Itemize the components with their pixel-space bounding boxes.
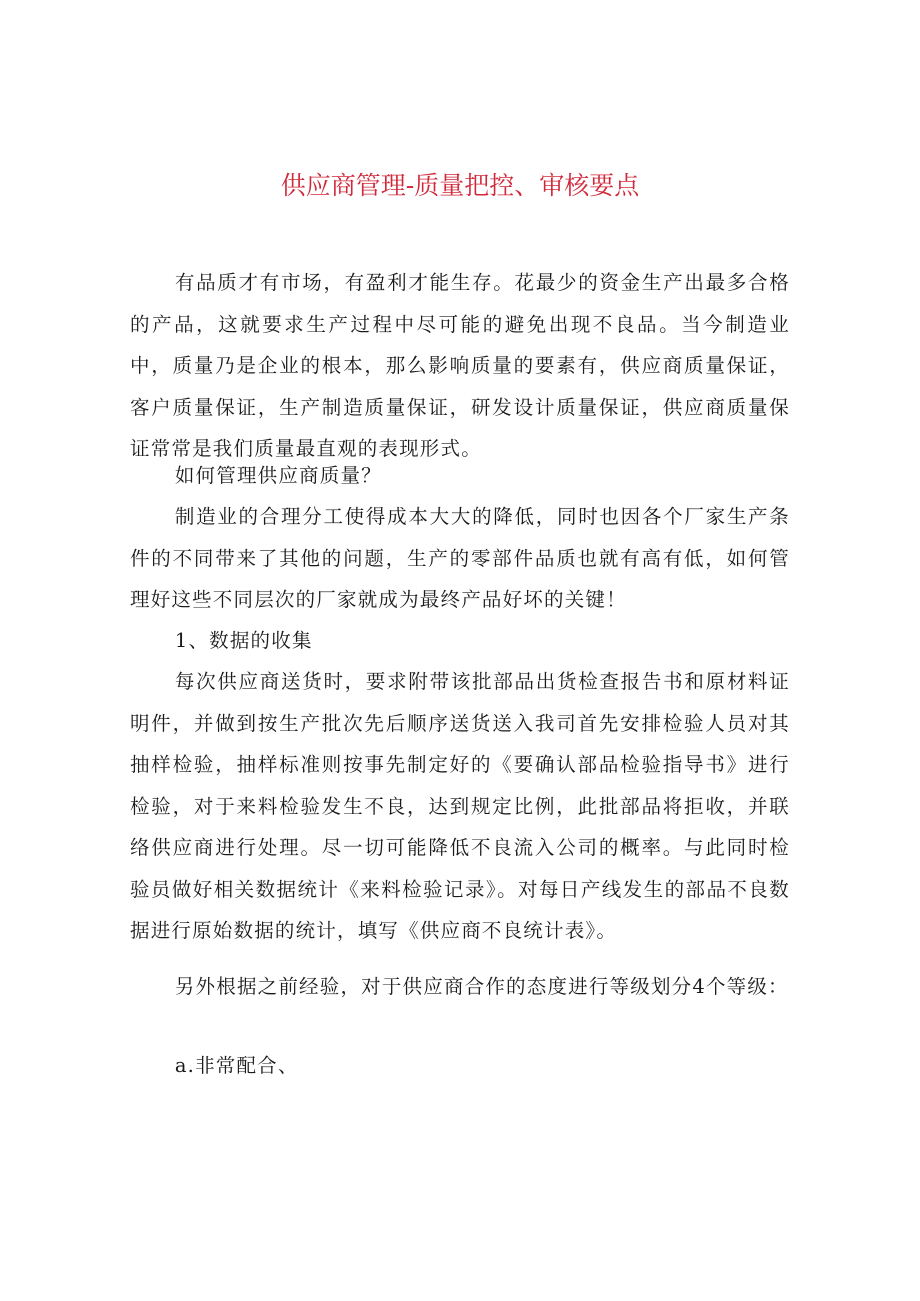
paragraph-division-of-labor: 制造业的合理分工使得成本大大的降低，同时也因各个厂家生产条件的不同带来了其他的问题，生产的零部件品质也就有高有低，如何管理好这些不同层次的厂家就成为最终产品好坏的关键！ [130, 505, 790, 611]
paragraph-grading: 另外根据之前经验，对于供应商合作的态度进行等级划分4个等级： [174, 975, 789, 998]
paragraph-delivery-inspection: 每次供应商送货时，要求附带该批部品出货检查报告书和原材料证明件，并做到按生产批次先后顺序送货送入我司首先安排检验人员对其抽样检验，抽样标准则按事先制定好的《要确认部品检验指导书》进行检验，对于来料检验发生不良，达到规定比例，此批部品将拒收，并联络供应商进行处理。尽一切可能降低不良流入公司的概率。与此同时检验员做好相关数据统计《来料检验记录》。对每日产线发生的部品不良数据进行原始数据的统计，填写《供应商不良统计表》。 [130, 670, 790, 942]
paragraph-intro: 有品质才有市场，有盈利才能生存。花最少的资金生产出最多合格的产品，这就要求生产过程中尽可能的避免出现不良品。当今制造业中，质量乃是企业的根本，那么影响质量的要素有，供应商质量保证，客户质量保证，生产制造质量保证，研发设计质量保证，供应商质量保证常常是我们质量最直观的表现形式。 [130, 271, 790, 460]
paragraph-question: 如何管理供应商质量？ [174, 464, 382, 487]
list-item-grade-a: a.非常配合、 [174, 1054, 299, 1077]
document-title: 供应商管理-质量把控、审核要点 [280, 171, 640, 200]
section-heading-data-collection: 1、数据的收集 [174, 629, 313, 652]
